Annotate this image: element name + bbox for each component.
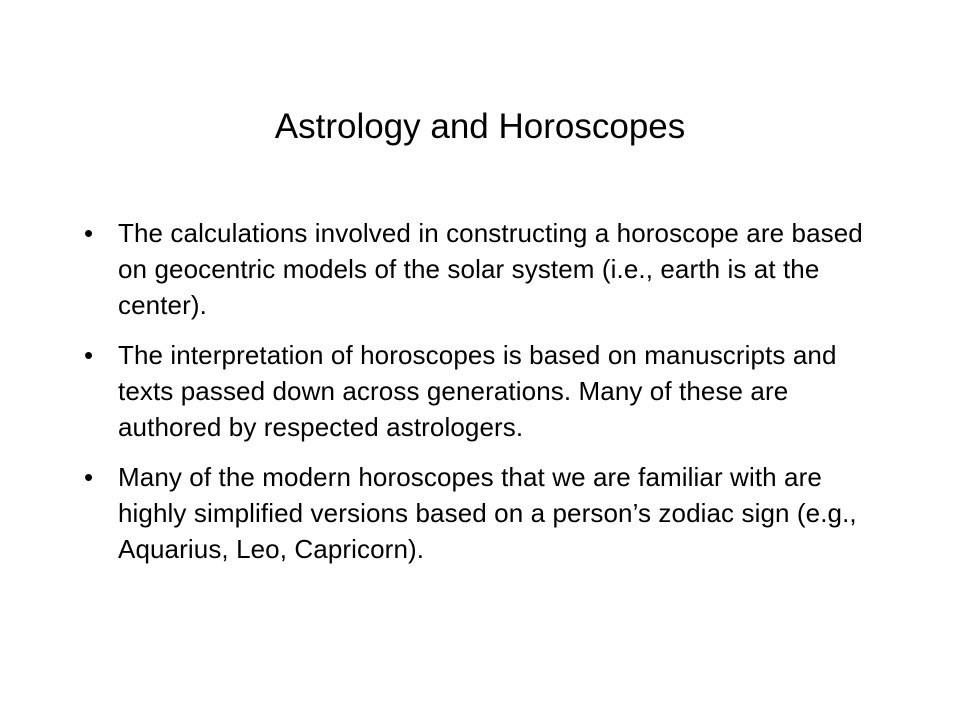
slide-title: Astrology and Horoscopes: [274, 107, 686, 146]
bullet-marker-icon: •: [84, 340, 94, 370]
bullet-marker-icon: •: [84, 462, 94, 492]
bullet-text: Many of the modern horoscopes that we are familiar with are highly simplified versions based on a person’s zodiac sign (e.g., Aquarius, Leo, Capricorn).: [118, 462, 857, 564]
bullet-text: The calculations involved in constructing a horoscope are based on geocentric models of the solar system (i.e., earth is at the center).: [118, 218, 863, 320]
bullet-list: [84, 215, 884, 581]
bullet-item: [84, 459, 884, 567]
bullet-item: [84, 215, 884, 323]
bullet-text: The interpretation of horoscopes is based on manuscripts and texts passed down across generations. Many of these are authored by respected astrologers.: [118, 340, 837, 442]
bullet-item: [84, 337, 884, 445]
bullet-marker-icon: •: [84, 218, 94, 248]
